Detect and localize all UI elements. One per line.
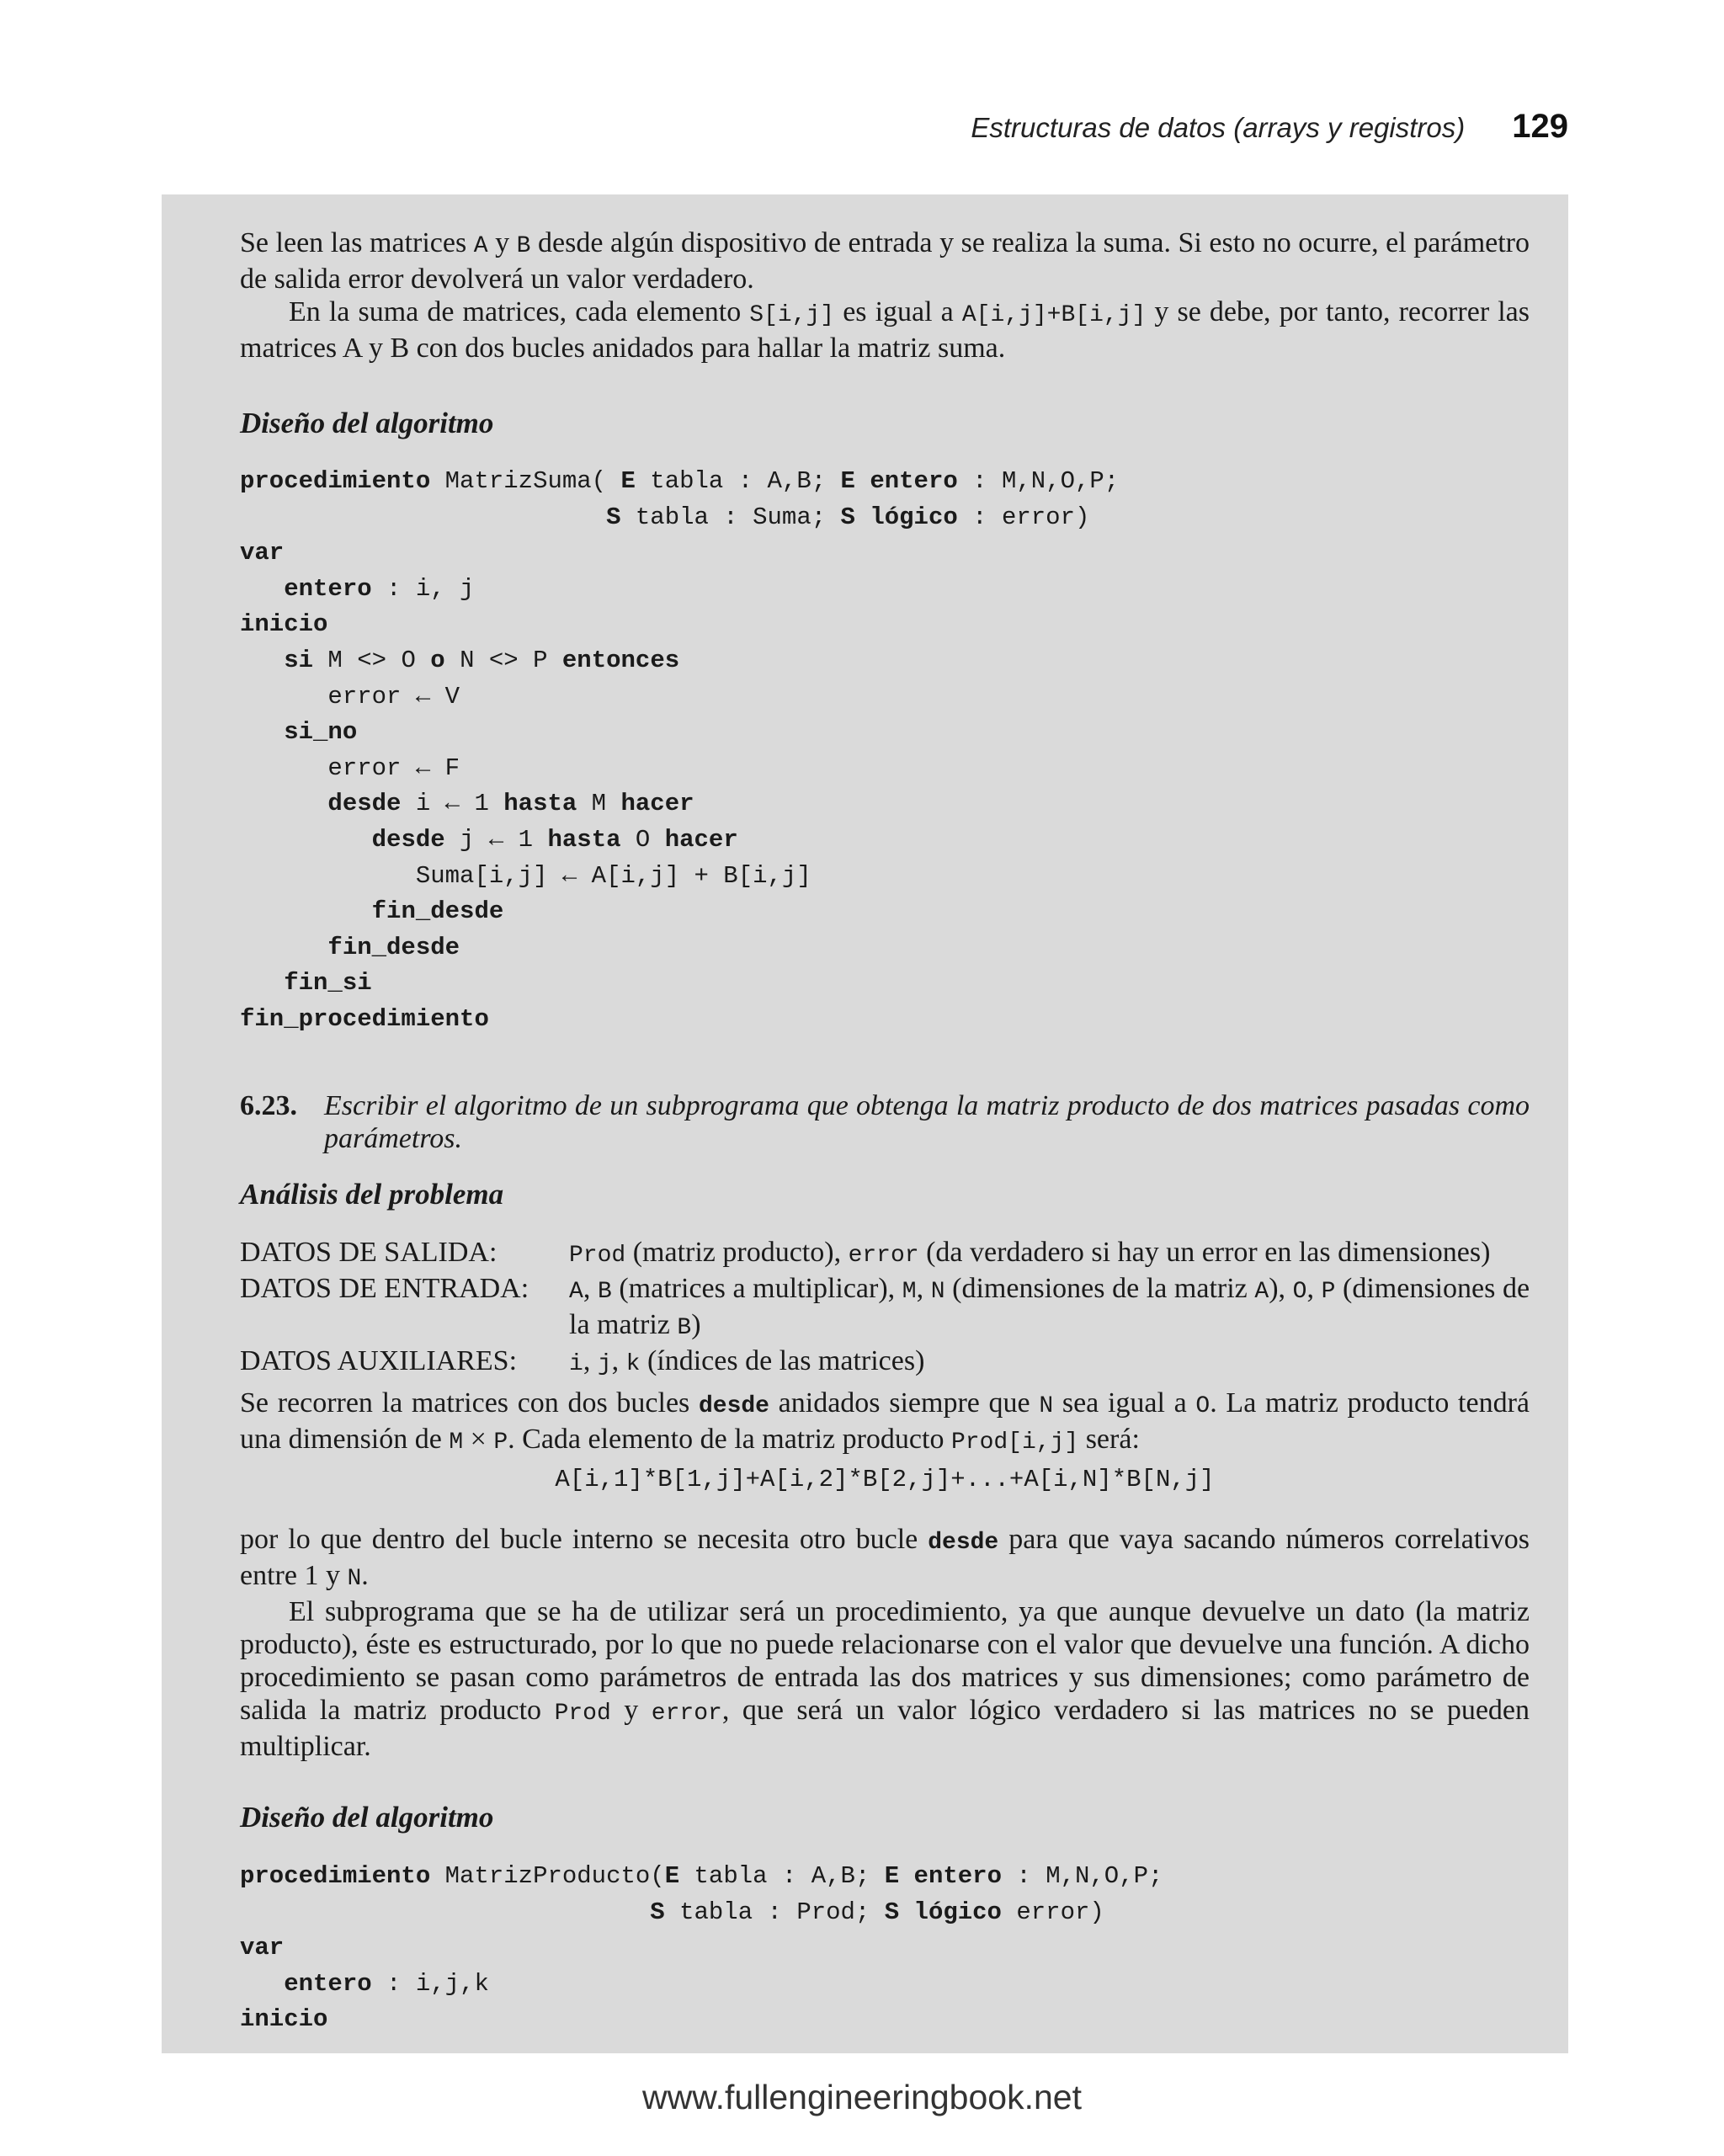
text-run: El subprograma que se ha de utilizar será un procedimiento, ya que aunque devuelve un dato (la matriz producto), éste es estructurado, por lo que no puede relacionarse con el valor que devuelve una función. A dicho procedimiento se pasan como parámetros de entrada las dos matrices y sus dimensiones; como parámetro de salida la matriz producto xyxy=(240,1596,1530,1726)
code-keyword: var xyxy=(240,539,285,567)
data-row xyxy=(240,1236,1530,1272)
code-line xyxy=(240,535,1530,572)
code-keyword: inicio xyxy=(240,2005,328,2034)
text-run: y se debe, por tanto, recorrer las matrices A y B con dos bucles anidados para hallar la matriz suma. xyxy=(240,296,1530,364)
text-run: será: xyxy=(1078,1424,1140,1455)
code-keyword: procedimiento xyxy=(240,467,431,495)
content-panel xyxy=(162,194,1568,2053)
code-line xyxy=(240,1895,1530,1931)
code-keyword: hasta xyxy=(547,825,621,854)
code-inline: M xyxy=(902,1279,917,1305)
code-keyword: E xyxy=(620,467,636,495)
code-inline: Prod xyxy=(554,1701,611,1727)
code-block-matriz-suma xyxy=(240,464,1530,1038)
code-indent xyxy=(240,790,327,817)
code-text: : M,N,O,P; xyxy=(957,467,1120,495)
text-run: sea igual a xyxy=(1053,1387,1196,1419)
code-inline: Prod[i,j] xyxy=(950,1429,1079,1456)
code-line xyxy=(240,572,1530,608)
code-line xyxy=(240,607,1530,643)
data-value xyxy=(569,1236,1530,1272)
code-text: MatrizSuma( xyxy=(430,467,621,495)
code-text: j ← 1 xyxy=(444,825,548,854)
text-run: ) xyxy=(691,1309,701,1340)
code-inline: B xyxy=(516,233,531,259)
text-run: y xyxy=(610,1695,652,1726)
code-indent xyxy=(240,718,284,746)
text-run: (índices de las matrices) xyxy=(640,1345,925,1376)
code-text: tabla : Prod; xyxy=(664,1898,885,1926)
code-line xyxy=(240,2002,1530,2038)
text-run: (matrices a multiplicar), xyxy=(611,1273,902,1304)
code-line xyxy=(240,786,1530,822)
code-inline: O xyxy=(1292,1279,1307,1305)
text-run: y xyxy=(487,227,517,258)
code-text: : i,j,k xyxy=(371,1969,489,1998)
data-row xyxy=(240,1344,1530,1381)
code-text: N <> P xyxy=(444,646,562,674)
code-keyword: hacer xyxy=(664,825,738,854)
code-inline: Prod xyxy=(569,1243,626,1269)
exercise-number: 6.23. xyxy=(240,1090,297,1121)
code-line xyxy=(240,1859,1530,1895)
code-keyword: hacer xyxy=(620,790,694,818)
text-run: es igual a xyxy=(834,296,962,327)
code-keyword: var xyxy=(240,1934,285,1962)
code-indent xyxy=(240,969,284,997)
code-keyword: entonces xyxy=(561,646,680,674)
code-indent xyxy=(240,683,327,711)
design-heading-1: Diseño del algoritmo xyxy=(240,407,494,439)
code-text: O xyxy=(620,825,665,854)
analysis-heading: Análisis del problema xyxy=(240,1178,504,1211)
text-run: , xyxy=(916,1273,931,1304)
code-keyword: hasta xyxy=(503,790,577,818)
code-inline: S[i,j] xyxy=(749,302,835,328)
code-indent xyxy=(240,754,327,782)
code-text: MatrizProducto( xyxy=(430,1862,665,1890)
code-indent xyxy=(240,934,327,961)
code-text: M <> O xyxy=(313,646,431,674)
code-line xyxy=(240,643,1530,679)
text-run: (dimensiones de la matriz xyxy=(569,1273,1530,1340)
code-indent xyxy=(240,897,372,925)
product-formula: A[i,1]*B[1,j]+A[i,2]*B[2,j]+...+A[i,N]*B[N,j] xyxy=(555,1466,1215,1493)
text-run: . La matriz producto tendrá una dimensión de xyxy=(240,1387,1530,1455)
code-text: Suma[i,j] ← A[i,j] + B[i,j] xyxy=(415,861,811,890)
code-inline: B xyxy=(597,1279,612,1305)
analysis-paragraph-1 xyxy=(240,1387,1530,1459)
code-line xyxy=(240,464,1530,500)
text-run: (da verdadero si hay un error en las dimensiones) xyxy=(918,1237,1491,1268)
code-text: error ← F xyxy=(327,753,460,782)
code-keyword: fin_procedimiento xyxy=(240,1004,489,1033)
code-indent xyxy=(240,826,372,854)
text-run: , que será un valor lógico verdadero si las matrices no se pueden multiplicar. xyxy=(240,1695,1530,1762)
code-line xyxy=(240,751,1530,787)
code-line xyxy=(240,894,1530,930)
text-run: Se leen las matrices xyxy=(240,227,474,258)
code-text: i ← 1 xyxy=(401,790,504,818)
code-inline: k xyxy=(625,1351,641,1377)
code-indent xyxy=(240,503,606,531)
code-keyword: o xyxy=(430,646,445,674)
code-keyword: fin_desde xyxy=(371,897,504,926)
data-value xyxy=(569,1272,1530,1344)
code-keyword: desde xyxy=(327,790,402,818)
code-inline: N xyxy=(347,1566,362,1592)
code-line xyxy=(240,930,1530,966)
footer-url: www.fullengineeringbook.net xyxy=(642,2078,1082,2116)
page-number: 129 xyxy=(1512,108,1568,145)
code-text: tabla : Suma; xyxy=(620,503,841,531)
code-keyword: E xyxy=(664,1862,680,1890)
text-run: ), xyxy=(1269,1273,1293,1304)
code-block-matriz-producto xyxy=(240,1859,1530,2038)
code-inline: j xyxy=(597,1351,612,1377)
code-keyword: inicio xyxy=(240,610,328,639)
code-keyword: si_no xyxy=(284,718,358,747)
code-inline: desde xyxy=(698,1393,769,1419)
code-keyword: S xyxy=(650,1898,665,1926)
code-inline: N xyxy=(1039,1393,1054,1419)
text-run: desde algún dispositivo de entrada y se realiza la suma. Si esto no ocurre, el parámetro de salida error devolverá un valor verdadero. xyxy=(240,227,1530,295)
design-heading-2: Diseño del algoritmo xyxy=(240,1801,494,1834)
code-inline: A xyxy=(569,1279,583,1305)
code-keyword: S lógico xyxy=(840,503,958,531)
code-inline: N xyxy=(930,1279,945,1305)
intro-section xyxy=(240,226,1530,365)
code-line xyxy=(240,822,1530,859)
data-value xyxy=(569,1344,1530,1381)
code-indent xyxy=(240,575,284,603)
analysis-paragraph-2 xyxy=(240,1523,1530,1595)
text-run: . Cada elemento de la matriz producto xyxy=(508,1424,951,1455)
code-keyword: E entero xyxy=(884,1862,1002,1890)
code-line xyxy=(240,500,1530,536)
analysis-paragraph-3 xyxy=(240,1595,1530,1763)
code-inline: B xyxy=(677,1315,692,1341)
code-text: tabla : A,B; xyxy=(635,467,841,495)
code-line xyxy=(240,1930,1530,1967)
code-inline: P xyxy=(493,1429,508,1456)
code-line xyxy=(240,1002,1530,1038)
page-header xyxy=(971,108,1568,146)
code-line xyxy=(240,679,1530,716)
text-run: (dimensiones de la matriz xyxy=(944,1273,1255,1304)
code-keyword: E entero xyxy=(840,467,958,495)
text-run: , xyxy=(583,1345,598,1376)
text-run: × xyxy=(463,1424,494,1455)
exercise-statement: Escribir el algoritmo de un subprograma que obtenga la matriz producto de dos matrices pasadas como parámetros. xyxy=(324,1090,1530,1154)
code-inline: A xyxy=(1254,1279,1269,1305)
code-inline: M xyxy=(449,1429,464,1456)
exercise-6-23 xyxy=(240,1089,1530,1155)
code-inline: i xyxy=(569,1351,583,1377)
code-inline: A[i,j]+B[i,j] xyxy=(961,302,1147,328)
code-text: : M,N,O,P; xyxy=(1001,1862,1163,1890)
code-text: M xyxy=(577,790,621,818)
code-text: tabla : A,B; xyxy=(679,1862,885,1890)
code-keyword: entero xyxy=(284,574,372,603)
text-run: , xyxy=(611,1345,626,1376)
code-keyword: procedimiento xyxy=(240,1862,431,1890)
code-inline: A xyxy=(473,233,488,259)
code-keyword: S xyxy=(606,503,621,531)
running-title: Estructuras de datos (arrays y registros) xyxy=(971,112,1466,143)
text-run: por lo que dentro del bucle interno se necesita otro bucle xyxy=(240,1524,929,1555)
code-indent xyxy=(240,1970,284,1998)
code-keyword: S lógico xyxy=(884,1898,1002,1926)
code-indent xyxy=(240,1898,650,1926)
code-inline: desde xyxy=(928,1530,999,1556)
code-text: error ← V xyxy=(327,682,460,711)
text-run: , xyxy=(1306,1273,1322,1304)
code-keyword: fin_si xyxy=(284,969,372,998)
code-inline: P xyxy=(1321,1279,1336,1305)
analysis-continuation xyxy=(240,1523,1530,1763)
text-run: anidados siempre que xyxy=(769,1387,1040,1419)
code-line xyxy=(240,859,1530,895)
data-label: DATOS AUXILIARES: xyxy=(240,1345,518,1376)
data-label: DATOS DE ENTRADA: xyxy=(240,1273,529,1304)
code-inline: O xyxy=(1195,1393,1211,1419)
code-line xyxy=(240,715,1530,751)
code-indent xyxy=(240,647,284,674)
code-line xyxy=(240,1967,1530,2003)
code-keyword: fin_desde xyxy=(327,933,460,961)
intro-paragraph-2 xyxy=(240,295,1530,365)
text-run: Se recorren la matrices con dos bucles xyxy=(240,1387,699,1419)
text-run: para que vaya sacando números correlativos entre 1 y xyxy=(240,1524,1530,1591)
code-text: : error) xyxy=(957,503,1090,531)
code-indent xyxy=(240,862,416,890)
text-run: En la suma de matrices, cada elemento xyxy=(289,296,750,327)
code-keyword: desde xyxy=(371,825,445,854)
text-run: , xyxy=(583,1273,598,1304)
text-run: . xyxy=(361,1560,369,1591)
code-inline: error xyxy=(848,1243,919,1269)
code-keyword: si xyxy=(284,646,314,674)
code-inline: error xyxy=(651,1701,722,1727)
data-table xyxy=(240,1236,1530,1381)
data-label: DATOS DE SALIDA: xyxy=(240,1237,498,1268)
code-text: : i, j xyxy=(371,574,475,603)
intro-paragraph-1 xyxy=(240,226,1530,295)
text-run: (matriz producto), xyxy=(625,1237,849,1268)
code-text: error) xyxy=(1001,1898,1104,1926)
code-keyword: entero xyxy=(284,1969,372,1998)
data-row xyxy=(240,1272,1530,1344)
code-line xyxy=(240,966,1530,1002)
